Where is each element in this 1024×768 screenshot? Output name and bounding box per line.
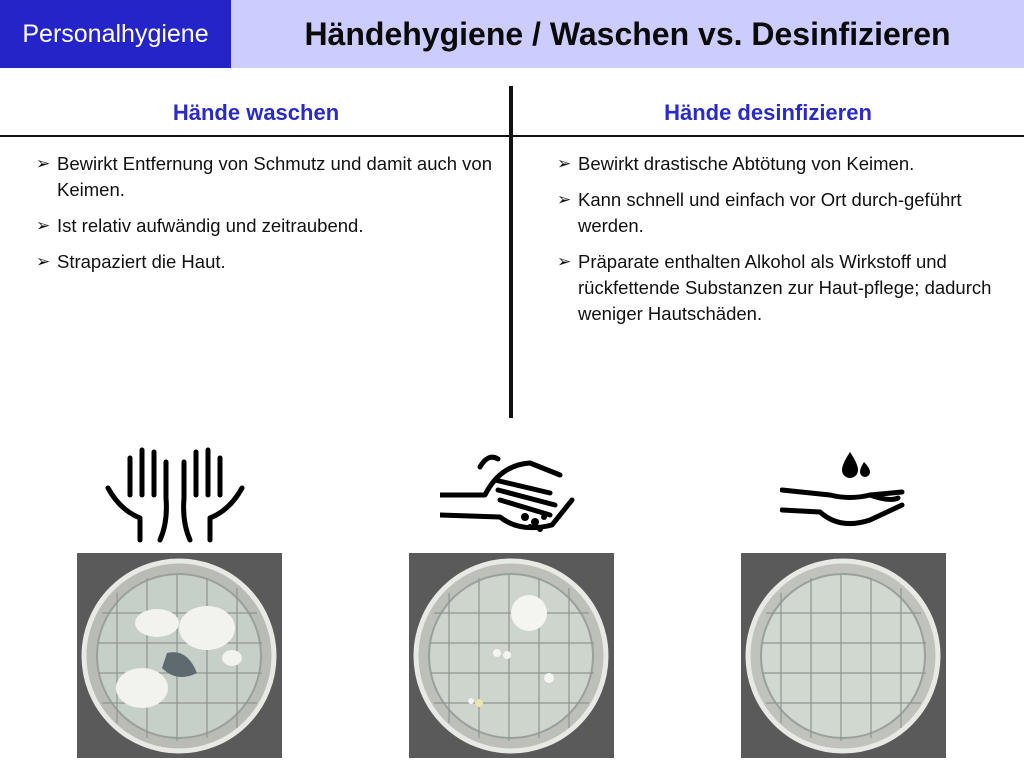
page-title: Händehygiene / Waschen vs. Desinfizieren <box>304 15 951 52</box>
arrow-bullet-icon: ➢ <box>557 154 572 173</box>
desinfizieren-list <box>557 151 1007 337</box>
two-hands-icon <box>100 440 250 545</box>
heading-waschen: Hände waschen <box>172 100 340 125</box>
arrow-bullet-icon: ➢ <box>557 252 572 271</box>
petri-plate-image <box>77 553 282 758</box>
waschen-list <box>36 151 496 285</box>
arrow-bullet-icon: ➢ <box>36 154 51 173</box>
arrow-bullet-icon: ➢ <box>36 216 51 235</box>
arrow-bullet-icon: ➢ <box>557 190 572 209</box>
list-item: ➢ Ist relativ aufwändig und zeitraubend. <box>36 213 496 239</box>
list-item: ➢ Präparate enthalten Alkohol als Wirkstoff und rückfettende Substanzen zur Haut-pflege; dadurch weniger Hautschäden. <box>557 251 992 324</box>
list-item: ➢ Strapaziert die Haut. <box>36 249 496 275</box>
heading-desinfizieren: Hände desinfizieren <box>664 100 872 125</box>
arrow-bullet-icon: ➢ <box>36 252 51 271</box>
topic-label: Personalhygiene <box>0 0 231 68</box>
petri-plate-image <box>741 553 946 758</box>
hand-washing-icon <box>440 445 580 540</box>
list-item: ➢ Kann schnell und einfach vor Ort durch-geführt werden. <box>557 189 962 236</box>
list-item: ➢ Bewirkt drastische Abtötung von Keimen. <box>557 151 1007 177</box>
petri-plate-image <box>409 553 614 758</box>
list-item: ➢ Bewirkt Entfernung von Schmutz und damit auch von Keimen. <box>36 153 492 200</box>
header-bar <box>0 0 1024 68</box>
vertical-divider <box>509 86 513 418</box>
hand-disinfect-drop-icon <box>780 450 910 540</box>
